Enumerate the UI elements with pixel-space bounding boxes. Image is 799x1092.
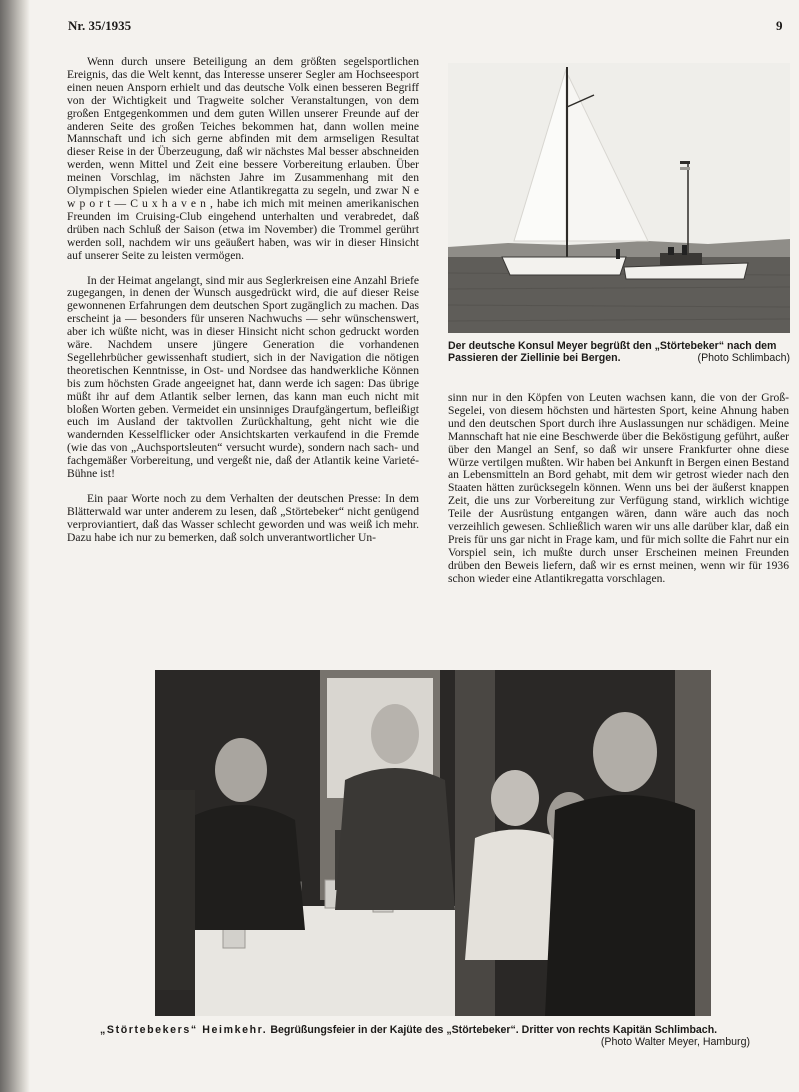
article-right-column	[448, 392, 789, 598]
bottom-photo-caption	[100, 1024, 750, 1048]
cabin-celebration-photo	[155, 670, 711, 1016]
top-photo-credit: (Photo Schlimbach)	[697, 352, 790, 364]
bottom-photo-credit: (Photo Walter Meyer, Hamburg)	[600, 1036, 750, 1048]
article-left-column	[67, 56, 419, 557]
bottom-photo-caption-lead: „Störtebekers“ Heimkehr.	[100, 1024, 268, 1036]
page-binding-shadow	[0, 0, 30, 1092]
yacht-illustration	[448, 63, 790, 333]
bottom-photo-caption-text: Begrüßungsfeier in der Kajüte des „Störtebeker“. Dritter von rechts Kapitän Schlimbach.	[270, 1024, 718, 1036]
issue-number: Nr. 35/1935	[68, 18, 132, 33]
page-number: 9	[776, 18, 783, 33]
top-photo-caption-text: Der deutsche Konsul Meyer begrüßt den „Störtebeker“ nach dem Passieren der Ziellinie bei Bergen.	[448, 340, 777, 364]
top-photo-caption	[448, 340, 790, 364]
article-paragraph: In der Heimat angelangt, sind mir aus Seglerkreisen eine Anzahl Briefe zugegangen, in denen der Wunsch ausgedrückt wird, die auf dieser Reise gewonnenen Erfahrungen dem deutschen Sport zugänglich zu machen. Das erscheint ja — besonders für unseren Nachwuchs — sehr wünschenswert, aber ich wüßte nicht, was in dieser Hinsicht nicht schon gedruckt worden wäre. Nachdem unsere jüngere Generation die vorhandenen Segellehrbücher gewissenhaft studiert, sich in der Navigation die nötigen theoretischen Kenntnisse, in Ost- und Nordsee das handwerkliche Können bis zum höchsten Grade angeeignet hat, dann werde ich sagen: Das übrige müßt ihr auf dem Atlantik selber lernen, das kann man euch nicht mit bloßen Worten geben. Vermeidet ein unsinniges Draufgängertum, befleißigt euch im Ausland der taktvollen Zurückhaltung, geht nicht wie die wandernden Kesselflicker oder Ansichtskarten verkaufend in die Fremde (wie das von „Auchsportsleuten“ versucht wurde), sondern nach sach- und fachgemäßer Vorbereitung, und vergeßt nie, daß der Atlantik keine Varieté-Bühne ist!	[67, 273, 419, 481]
cabin-illustration	[155, 670, 711, 1016]
sailing-yacht-photo	[448, 63, 790, 333]
article-paragraph: sinn nur in den Köpfen von Leuten wachsen kann, die von der Groß-Segelei, von diesem höchsten und härtesten Sport, keine Ahnung haben und den deutschen Sport durch ihre Auslassungen nur schädigen. Meine Mannschaft hat nie eine Beschwerde über die Beköstigung geführt, außer über den Mangel an Senf, so daß wir unsere Frankfurter ohne diese Würze vertilgen mußten. Wir haben bei Ankunft in Bergen einen Bestand an Lebensmitteln an Bord gehabt, mit dem wir getrost wieder nach den Staaten hätten zurücksegeln können. Wenn uns bei der äußerst knappen Zeit, die uns zur Vorbereitung zur Verfügung stand, wirklich wichtige Teile der Ausrüstung entgangen wären, dann wäre auch das noch verzeihlich gewesen. Schließlich waren wir uns alle darüber klar, daß ein Preis für uns gar nicht in Frage kam, und für mich sollte die Fahrt nur ein Vorspiel sein, ich mußte durch unser Erscheinen meinen Freunden drüben den Beweis liefern, daß wir es ernst meinen, wenn wir für 1936 schon wieder eine Atlantikregatta vorschlagen.	[448, 391, 789, 585]
article-paragraph: Wenn durch unsere Beteiligung an dem größten segelsportlichen Ereignis, das die Welt kennt, das Interesse unserer Segler am Hochseesport einen neuen Ansporn erhielt und das deutsche Volk einen besseren Begriff von der Wichtigkeit und Tragweite solcher Veranstaltungen, von dem großen Entgegenkommen und dem guten Willen unserer Freunde auf der anderen Seite des großen Teiches bekommen hat, dann wollen meine Mannschaft und ich sich gerne abfinden mit dem armseligen Resultat dieser Reise in der Überzeugung, daß wir nächstes Mal besser abschneiden werden, wenn Mittel und Zeit eine bessere Vorbereitung erlauben. Über meinen Vorschlag, im nächsten Jahre im Zusammenhang mit den Olympischen Spielen wieder eine Atlantikregatta zu segeln, und zwar N e w p o r t — C u x h a v e n , habe ich mich mit meinen amerikanischen Freunden im Cruising-Club eingehend unterhalten und verabredet, daß drüben nach Schluß der Saison (etwa im November) die Trommel gerührt werden soll, nachdem wir uns geäußert haben, was wir in dieser Hinsicht auf unserer Seite zu leisten vermögen.	[67, 55, 419, 262]
article-paragraph: Ein paar Worte noch zu dem Verhalten der deutschen Presse: In dem Blätterwald war unter anderem zu lesen, daß „Störtebeker“ nicht genügend verproviantiert, daß das Wasser schlecht geworden und was weiß ich mehr. Dazu habe ich nur zu bemerken, daß solch unverantwortlicher Un-	[67, 492, 419, 544]
